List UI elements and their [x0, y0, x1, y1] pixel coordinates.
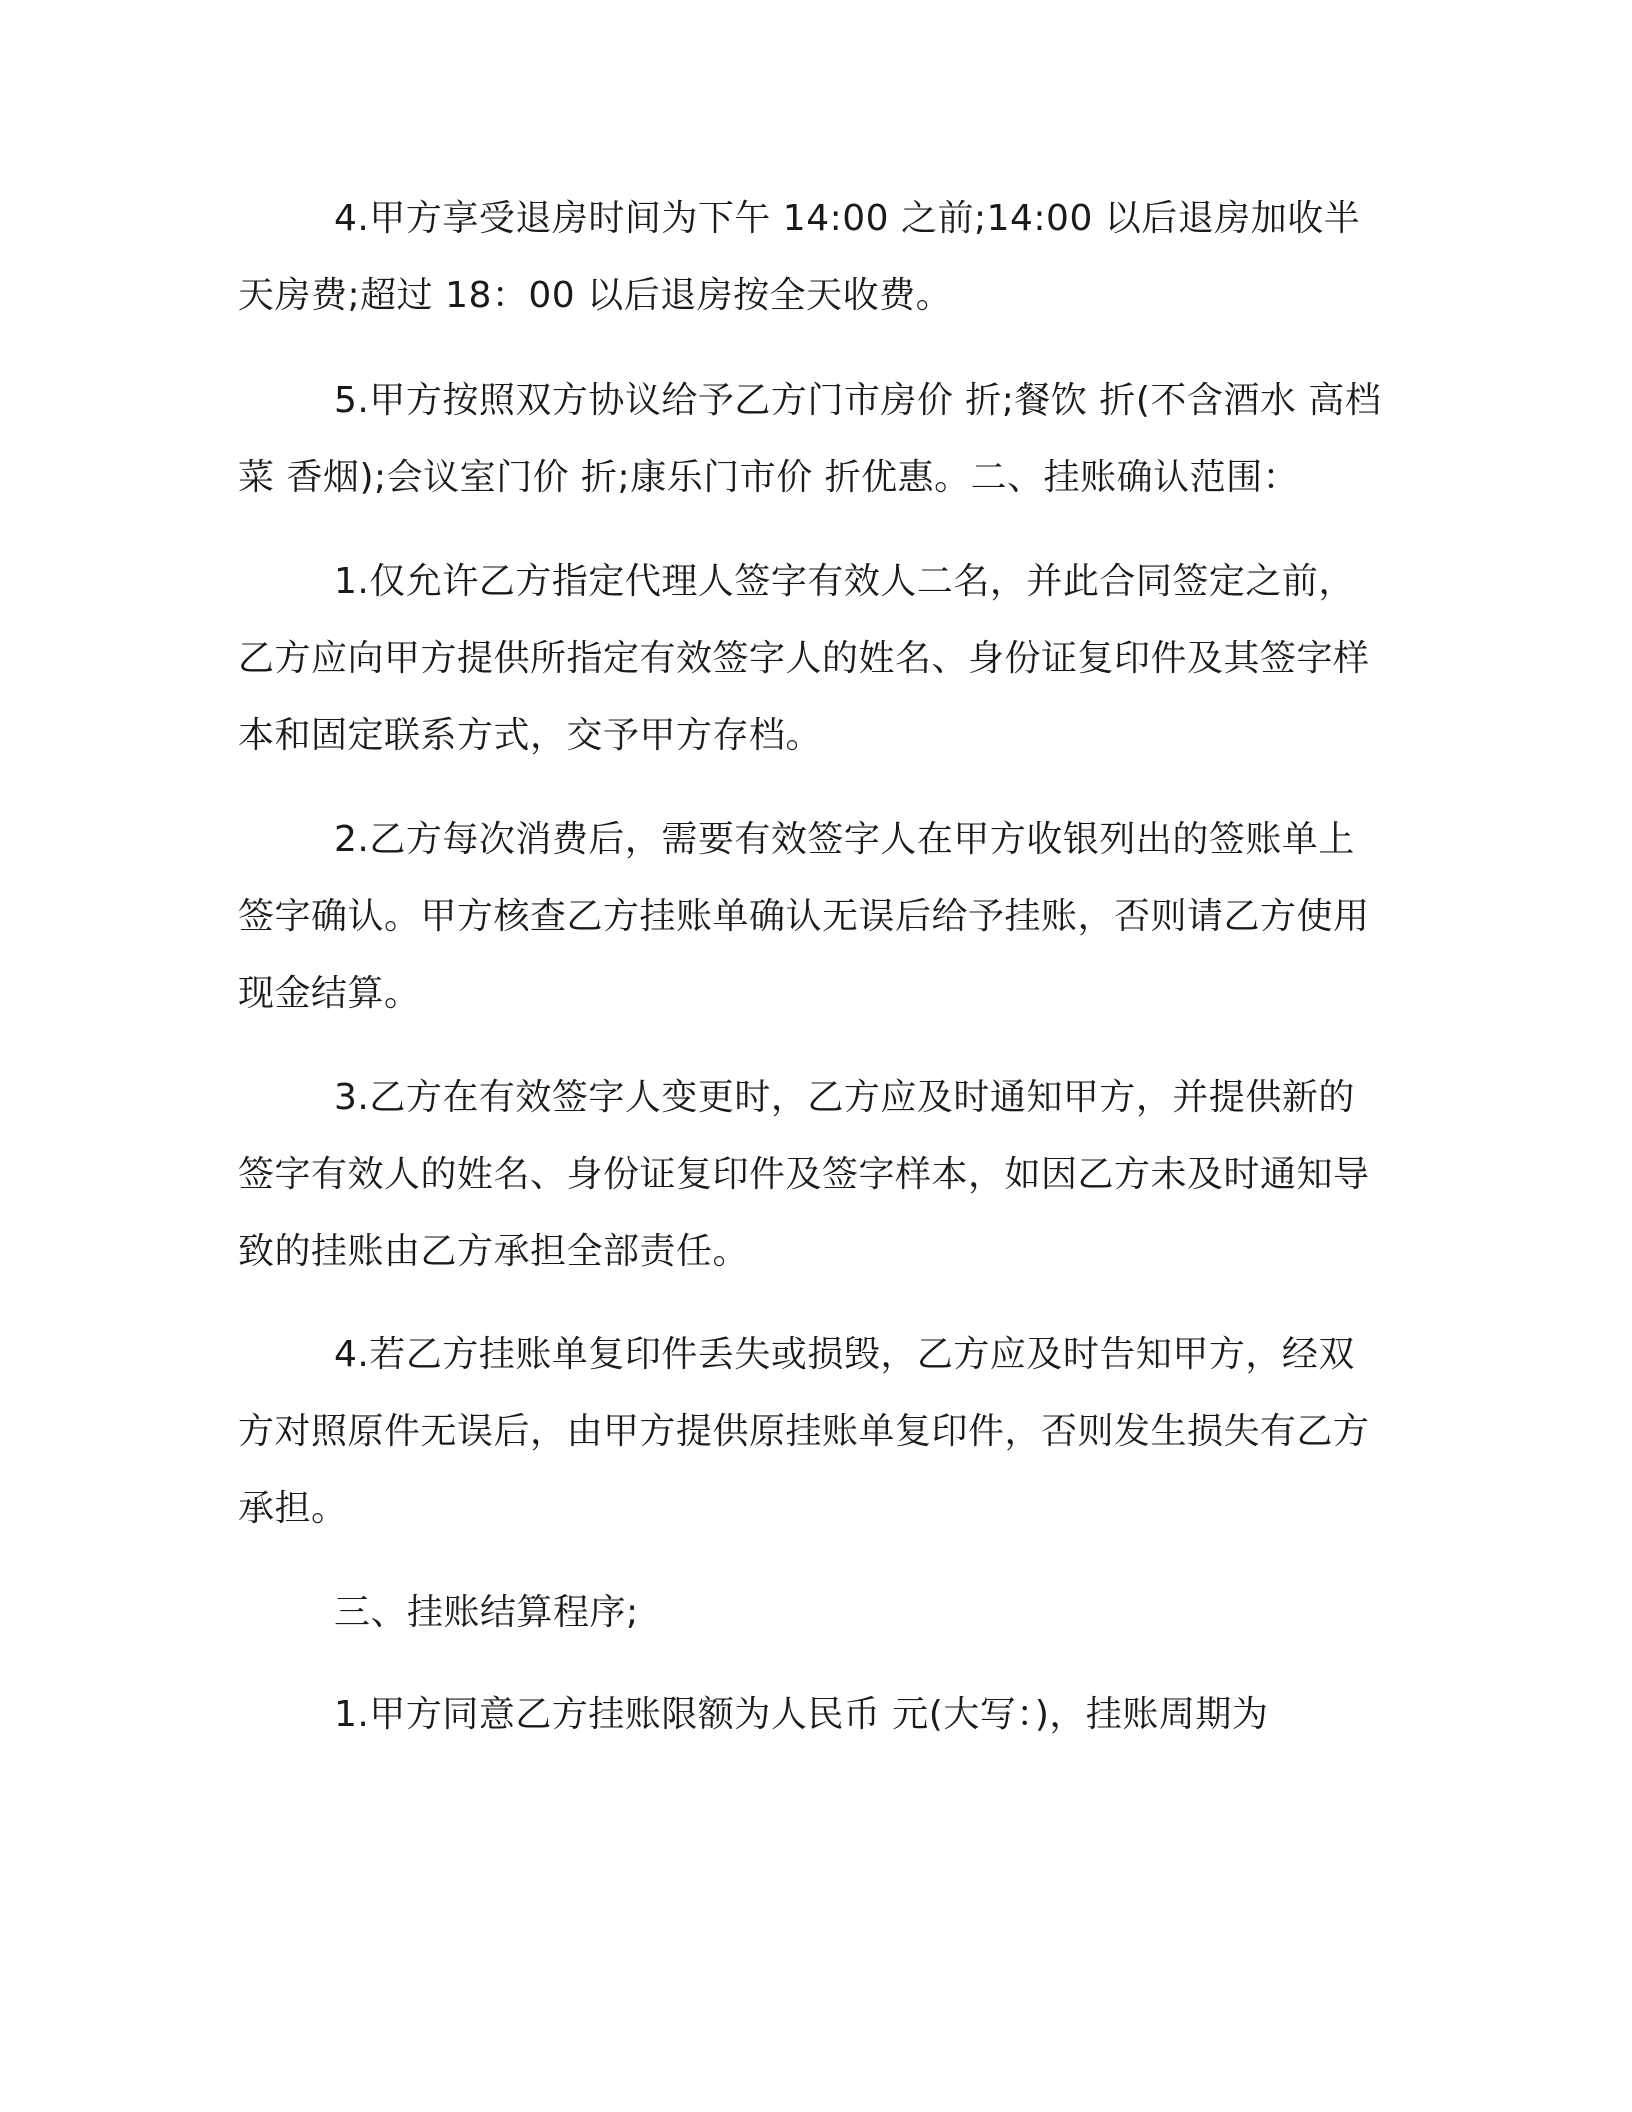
paragraph-checkout-time: 4.甲方享受退房时间为下午 14:00 之前;14:00 以后退房加收半天房费;超过 18：00 以后退房按全天收费。: [238, 198, 1361, 316]
paragraph-credit-limit: 1.甲方同意乙方挂账限额为人民币 元(大写：)，挂账周期为: [334, 1694, 1269, 1735]
paragraph-signer-change: 3.乙方在有效签字人变更时，乙方应及时通知甲方，并提供新的签字有效人的姓名、身份证复印件及签字样本，如因乙方未及时通知导致的挂账由乙方承担全部责任。: [238, 1077, 1370, 1272]
paragraph-lost-copies: 4.若乙方挂账单复印件丢失或损毁，乙方应及时告知甲方，经双方对照原件无误后，由甲方提供原挂账单复印件，否则发生损失有乙方承担。: [238, 1334, 1370, 1529]
paragraph-authorized-signers: 1.仅允许乙方指定代理人签字有效人二名，并此合同签定之前，乙方应向甲方提供所指定有效签字人的姓名、身份证复印件及其签字样本和固定联系方式，交予甲方存档。: [238, 561, 1370, 756]
paragraph-signature-confirmation: 2.乙方每次消费后，需要有效签字人在甲方收银列出的签账单上签字确认。甲方核查乙方挂账单确认无误后给予挂账，否则请乙方使用现金结算。: [238, 819, 1370, 1014]
section-heading-settlement: 三、挂账结算程序;: [334, 1592, 639, 1633]
paragraph-discount-terms: 5.甲方按照双方协议给予乙方门市房价 折;餐饮 折(不含酒水 高档菜 香烟);会议室门价 折;康乐门市价 折优惠。二、挂账确认范围：: [238, 380, 1382, 498]
